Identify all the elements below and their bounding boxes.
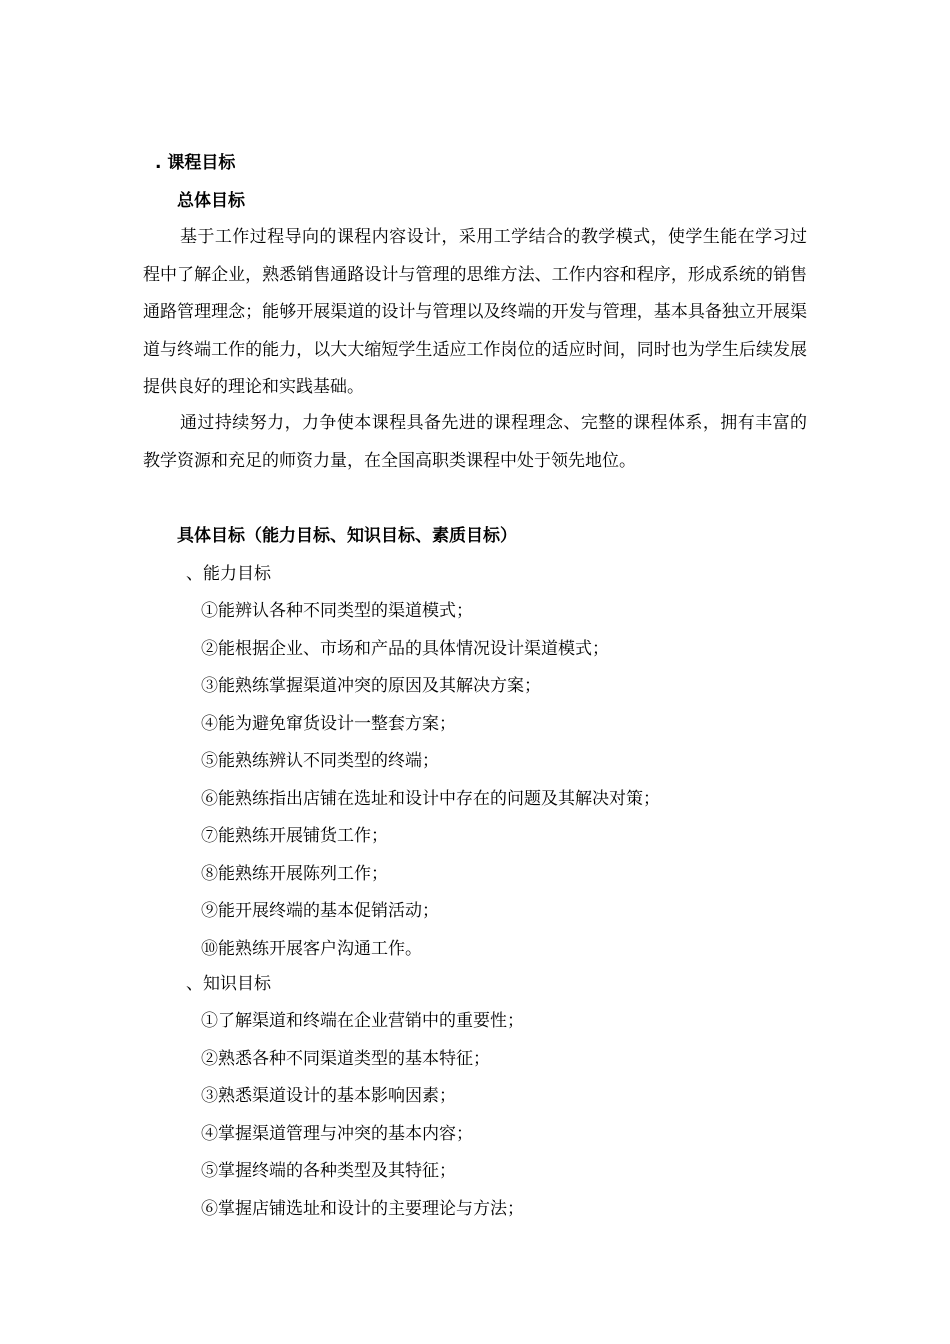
list-item: ⑩能熟练开展客户沟通工作。 bbox=[201, 938, 422, 959]
section-title: . 课程目标 bbox=[155, 153, 236, 173]
ability-goal-list bbox=[201, 599, 660, 974]
overall-goal-heading: 总体目标 bbox=[177, 191, 245, 211]
knowledge-goal-heading: 、知识目标 bbox=[186, 974, 271, 994]
list-item: ③熟悉渠道设计的基本影响因素； bbox=[201, 1086, 456, 1106]
list-item: ②能根据企业、市场和产品的具体情况设计渠道模式； bbox=[201, 638, 609, 659]
list-item: ⑥掌握店铺选址和设计的主要理论与方法； bbox=[201, 1198, 524, 1219]
ability-goal-heading: 、能力目标 bbox=[186, 564, 271, 584]
list-item: ⑤能熟练辨认不同类型的终端； bbox=[201, 751, 439, 771]
list-item: ②熟悉各种不同渠道类型的基本特征； bbox=[201, 1048, 490, 1069]
specific-goal-heading: 具体目标（能力目标、知识目标、素质目标） bbox=[177, 526, 517, 546]
list-item: ①能辨认各种不同类型的渠道模式； bbox=[201, 601, 473, 621]
list-item: ③能熟练掌握渠道冲突的原因及其解决方案； bbox=[201, 676, 541, 696]
knowledge-goal-list bbox=[201, 1009, 524, 1234]
overall-goal-paragraph: 基于工作过程导向的课程内容设计，采用工学结合的教学模式，使学生能在学习过程中了解企业，熟悉销售通路设计与管理的思维方法、工作内容和程序，形成系统的销售通路管理理念；能够开展渠道的设计与管理以及终端的开发与管理，基本具备独立开展渠道与终端工作的能力，以大大缩短学生适应工作岗位的适应时间，同时也为学生后续发展提供良好的理论和实践基础。 bbox=[143, 227, 807, 397]
list-item: ⑨能开展终端的基本促销活动； bbox=[201, 901, 439, 921]
list-item: ④能为避免窜货设计一整套方案； bbox=[201, 713, 456, 734]
list-item: ④掌握渠道管理与冲突的基本内容； bbox=[201, 1123, 473, 1144]
list-item: ⑥能熟练指出店铺在选址和设计中存在的问题及其解决对策； bbox=[201, 788, 660, 809]
list-item: ①了解渠道和终端在企业营销中的重要性； bbox=[201, 1011, 524, 1031]
list-item: ⑤掌握终端的各种类型及其特征； bbox=[201, 1161, 456, 1181]
list-item: ⑧能熟练开展陈列工作； bbox=[201, 863, 388, 884]
overall-goal-paragraph: 通过持续努力，力争使本课程具备先进的课程理念、完整的课程体系，拥有丰富的教学资源和充足的师资力量，在全国高职类课程中处于领先地位。 bbox=[143, 413, 807, 471]
list-item: ⑦能熟练开展铺货工作； bbox=[201, 826, 388, 846]
